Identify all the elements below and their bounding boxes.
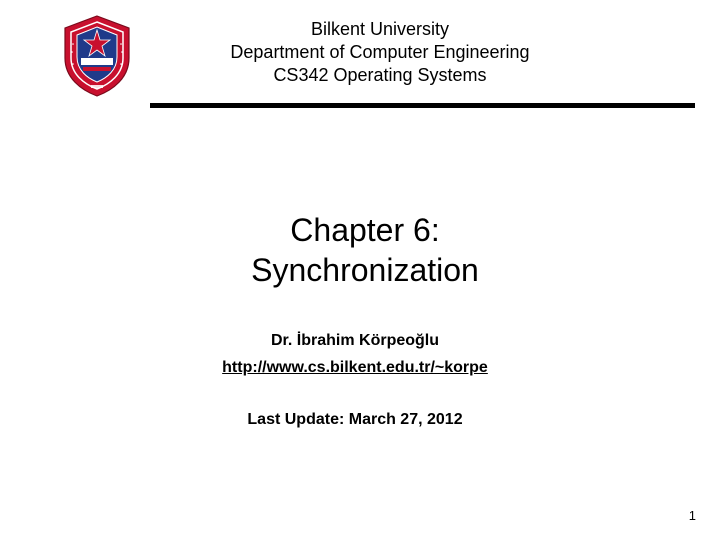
department-name: Department of Computer Engineering bbox=[230, 42, 530, 62]
last-update-text: Last Update: March 27, 2012 bbox=[247, 411, 463, 428]
slide-title bbox=[140, 210, 590, 290]
chapter-topic: Synchronization bbox=[251, 252, 479, 288]
slide-header bbox=[160, 18, 600, 87]
chapter-label: Chapter 6: bbox=[290, 212, 440, 248]
author-homepage-link[interactable]: http://www.cs.bilkent.edu.tr/~korpe bbox=[222, 359, 488, 376]
author-name: Dr. İbrahim Körpeoğlu bbox=[270, 332, 439, 349]
university-name: Bilkent University bbox=[310, 19, 450, 39]
course-name: CS342 Operating Systems bbox=[273, 65, 487, 85]
header-divider bbox=[150, 103, 695, 108]
bilkent-university-seal-icon bbox=[59, 14, 135, 98]
page-number: 1 bbox=[688, 508, 696, 523]
